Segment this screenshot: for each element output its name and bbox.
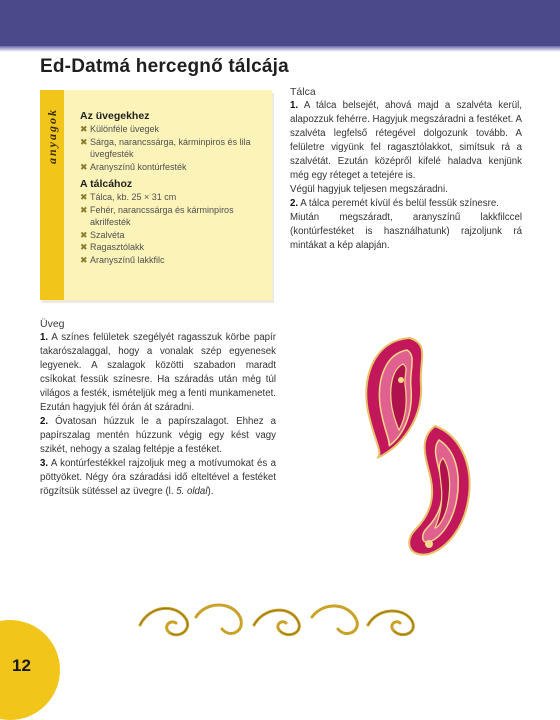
tray-step-1: 1. A tálca belsejét, ahová majd a szalvéta kerül, alapozzuk fehérre. Hagyjuk megszáradni a festéket. A szalvéta legfelső rétegével dolgozunk tovább. A felületre vigyünk fel ragasztólakkot, simítsuk rá a szalvétát. Ezután középről kifelé haladva kenjünk még egy réteget a tetejére is. [290, 100, 522, 181]
materials-content [80, 110, 270, 271]
materials-tab-label: anyagok [45, 108, 59, 164]
page-title: Ed-Datmá hercegnő tálcája [40, 56, 289, 77]
bullet-icon: ✖ [80, 204, 88, 215]
materials-heading-glass: Az üvegekhez [80, 110, 150, 122]
bullet-icon: ✖ [80, 192, 88, 202]
glass-heading: Üveg [40, 318, 65, 330]
materials-heading-tray: A tálcához [80, 178, 133, 190]
materials-list-glass [80, 123, 270, 173]
tray-heading: Tálca [290, 86, 316, 98]
list-item: ✖ Aranyszínű kontúrfesték [80, 161, 187, 172]
bullet-icon: ✖ [80, 124, 88, 134]
gold-swirl-border-icon [136, 595, 432, 643]
tray-section [290, 86, 522, 253]
bullet-icon: ✖ [80, 242, 88, 252]
materials-list-tray [80, 191, 270, 266]
page-number: 12 [12, 656, 31, 675]
list-item: ✖ Szalvéta [80, 229, 125, 240]
list-item: ✖ Ragasztólakk [80, 242, 145, 252]
glass-step-1: 1. A színes felületek szegélyét ragasszuk körbe papír takarószalaggal, hogy a vonalak szép egyenesek legyenek. A szalagok közötti szabadon maradt csíkokat fessük színesre. Ha száradás után még túl világos a festék, ismételjük meg a fenti munkamenetet. Ezután hagyjuk fél órán át száradni. [40, 332, 276, 413]
bullet-icon: ✖ [80, 254, 88, 265]
glass-section [40, 318, 276, 499]
top-color-band [0, 0, 560, 46]
tray-step-1-end: Végül hagyjuk teljesen megszáradni. [290, 184, 448, 195]
list-item: ✖ Aranyszínű lakkfilc [80, 254, 165, 265]
list-item: ✖ Különféle üvegek [80, 124, 160, 134]
materials-tab [40, 90, 64, 300]
tray-step-2: 2. A tálca peremét kívül és belül fessük színesre. [290, 198, 499, 209]
bullet-icon: ✖ [80, 229, 88, 240]
bullet-icon: ✖ [80, 161, 88, 172]
glass-step-2: 2. Óvatosan húzzuk le a papírszalagot. Ehhez a papírszalag mentén húzzunk végig egy kést vagy szikét, nehogy a szalag feltépje a festéket. [40, 416, 276, 455]
materials-box [40, 90, 272, 300]
list-item: ✖ Sárga, narancssárga, kárminpiros és lila üvegfesték [80, 136, 251, 159]
bullet-icon: ✖ [80, 136, 88, 147]
tray-step-2-end: Miután megszáradt, aranyszínű lakkfilccel (kontúrfestéket is használhatunk) rajzoljunk rá mintákat a kép alapján. [290, 212, 522, 251]
list-item: ✖ Fehér, narancssárga és kárminpiros akrilfesték [80, 204, 234, 227]
glass-step-3: 3. A kontúrfestékkel rajzoljuk meg a motívumokat és a pöttyöket. Négy óra száradási idő elteltével a festéket rögzítsük sütéssel az üvegre (l. 5. oldal). [40, 458, 276, 497]
paisley-ornament-icon [395, 420, 485, 560]
list-item: ✖ Tálca, kb. 25 × 31 cm [80, 192, 177, 202]
